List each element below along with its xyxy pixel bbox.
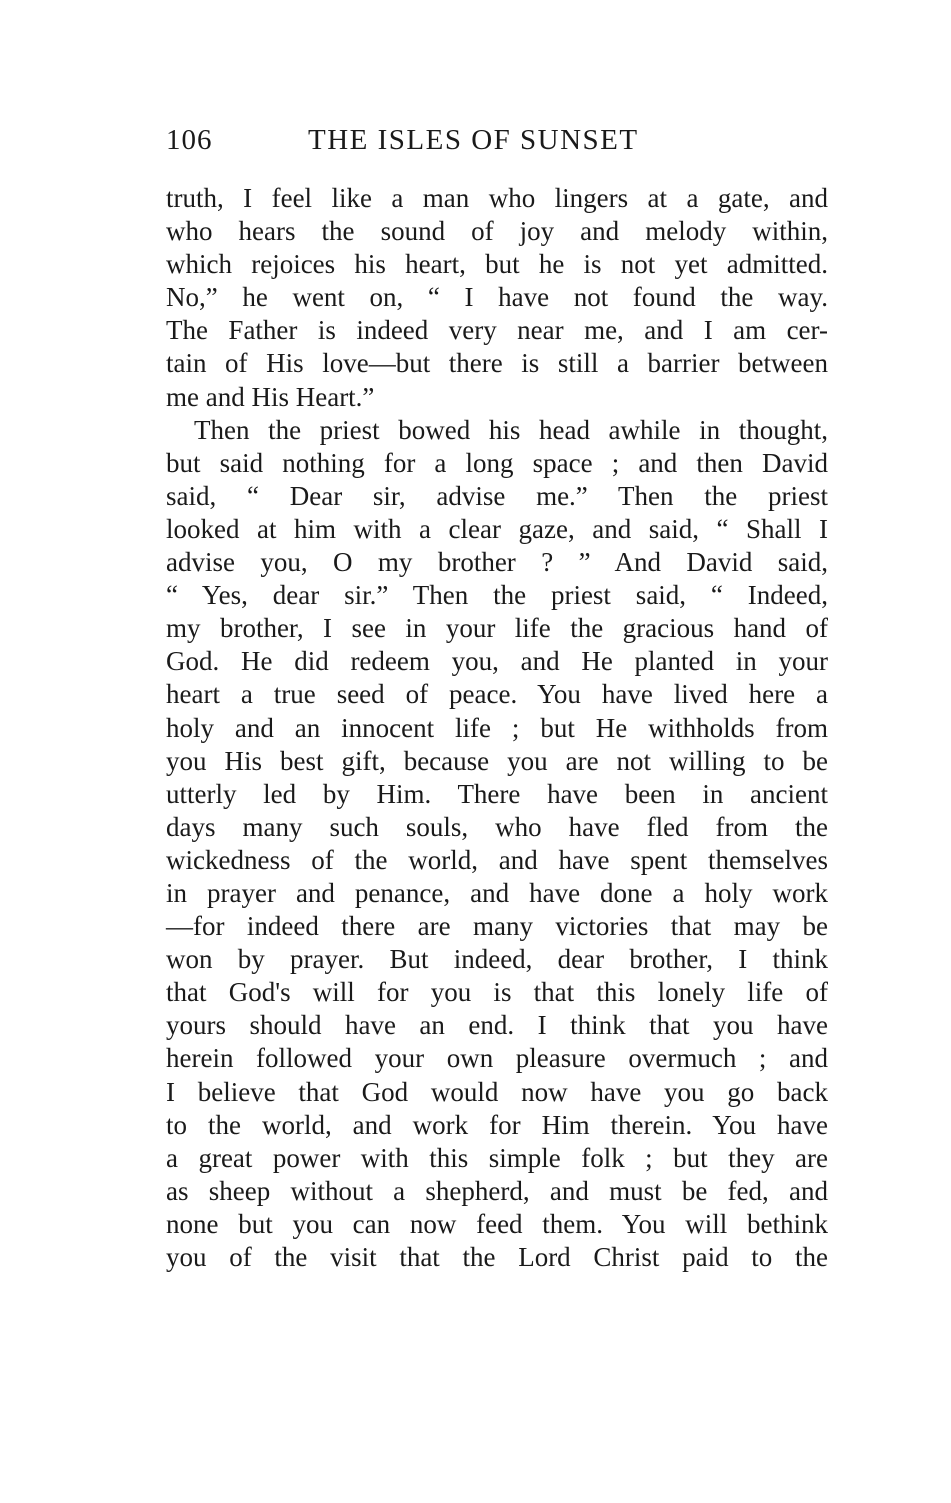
text-line: that God's will for you is that this lonely life of [166, 977, 828, 1008]
text-line: “ Yes, dear sir.” Then the priest said, “ Indeed, [166, 580, 828, 611]
text-line: won by prayer. But indeed, dear brother, I think [166, 944, 828, 975]
text-line: I believe that God would now have you go back [166, 1076, 828, 1107]
page-number: 106 [166, 124, 213, 156]
text-line: holy and an innocent life ; but He withholds from [166, 712, 828, 743]
text-line: heart a true seed of peace. You have lived here a [166, 679, 828, 710]
text-line: in prayer and penance, and have done a holy work [166, 877, 828, 908]
text-line: as sheep without a shepherd, and must be fed, and [166, 1175, 828, 1206]
text-line: truth, I feel like a man who lingers at a gate, and [166, 183, 828, 213]
text-line: looked at him with a clear gaze, and said, “ Shall I [166, 513, 828, 544]
text-line: herein followed your own pleasure overmuch ; and [166, 1043, 828, 1074]
text-line: utterly led by Him. There have been in ancient [166, 778, 828, 809]
text-line: to the world, and work for Him therein. You have [166, 1109, 828, 1140]
running-head [166, 120, 826, 160]
text-line: you of the visit that the Lord Christ paid to the [166, 1242, 828, 1272]
text-line: days many such souls, who have fled from the [166, 811, 828, 842]
body-text [166, 182, 828, 1274]
text-line: tain of His love—but there is still a barrier between [166, 348, 828, 379]
text-line: The Father is indeed very near me, and I am cer- [166, 315, 828, 346]
text-line: which rejoices his heart, but he is not yet admitted. [166, 249, 828, 280]
text-line: God. He did redeem you, and He planted in your [166, 646, 828, 677]
running-title: THE ISLES OF SUNSET [308, 124, 639, 156]
text-line: yours should have an end. I think that you have [166, 1010, 828, 1041]
paragraph-first-line: Then the priest bowed his head awhile in thought, [194, 414, 828, 445]
text-line: you His best gift, because you are not willing to be [166, 745, 828, 776]
text-line: who hears the sound of joy and melody within, [166, 216, 828, 247]
text-line: none but you can now feed them. You will bethink [166, 1208, 828, 1239]
text-line: a great power with this simple folk ; but they are [166, 1142, 828, 1173]
text-line: wickedness of the world, and have spent themselves [166, 844, 828, 875]
text-line: —for indeed there are many victories that may be [166, 911, 828, 942]
text-line: me and His Heart.” [166, 381, 375, 412]
text-line: my brother, I see in your life the gracious hand of [166, 613, 828, 644]
text-line: said, “ Dear sir, advise me.” Then the priest [166, 480, 828, 511]
text-line: No,” he went on, “ I have not found the way. [166, 282, 828, 313]
text-line: advise you, O my brother ? ” And David said, [166, 547, 828, 578]
text-line: but said nothing for a long space ; and then David [166, 447, 828, 478]
